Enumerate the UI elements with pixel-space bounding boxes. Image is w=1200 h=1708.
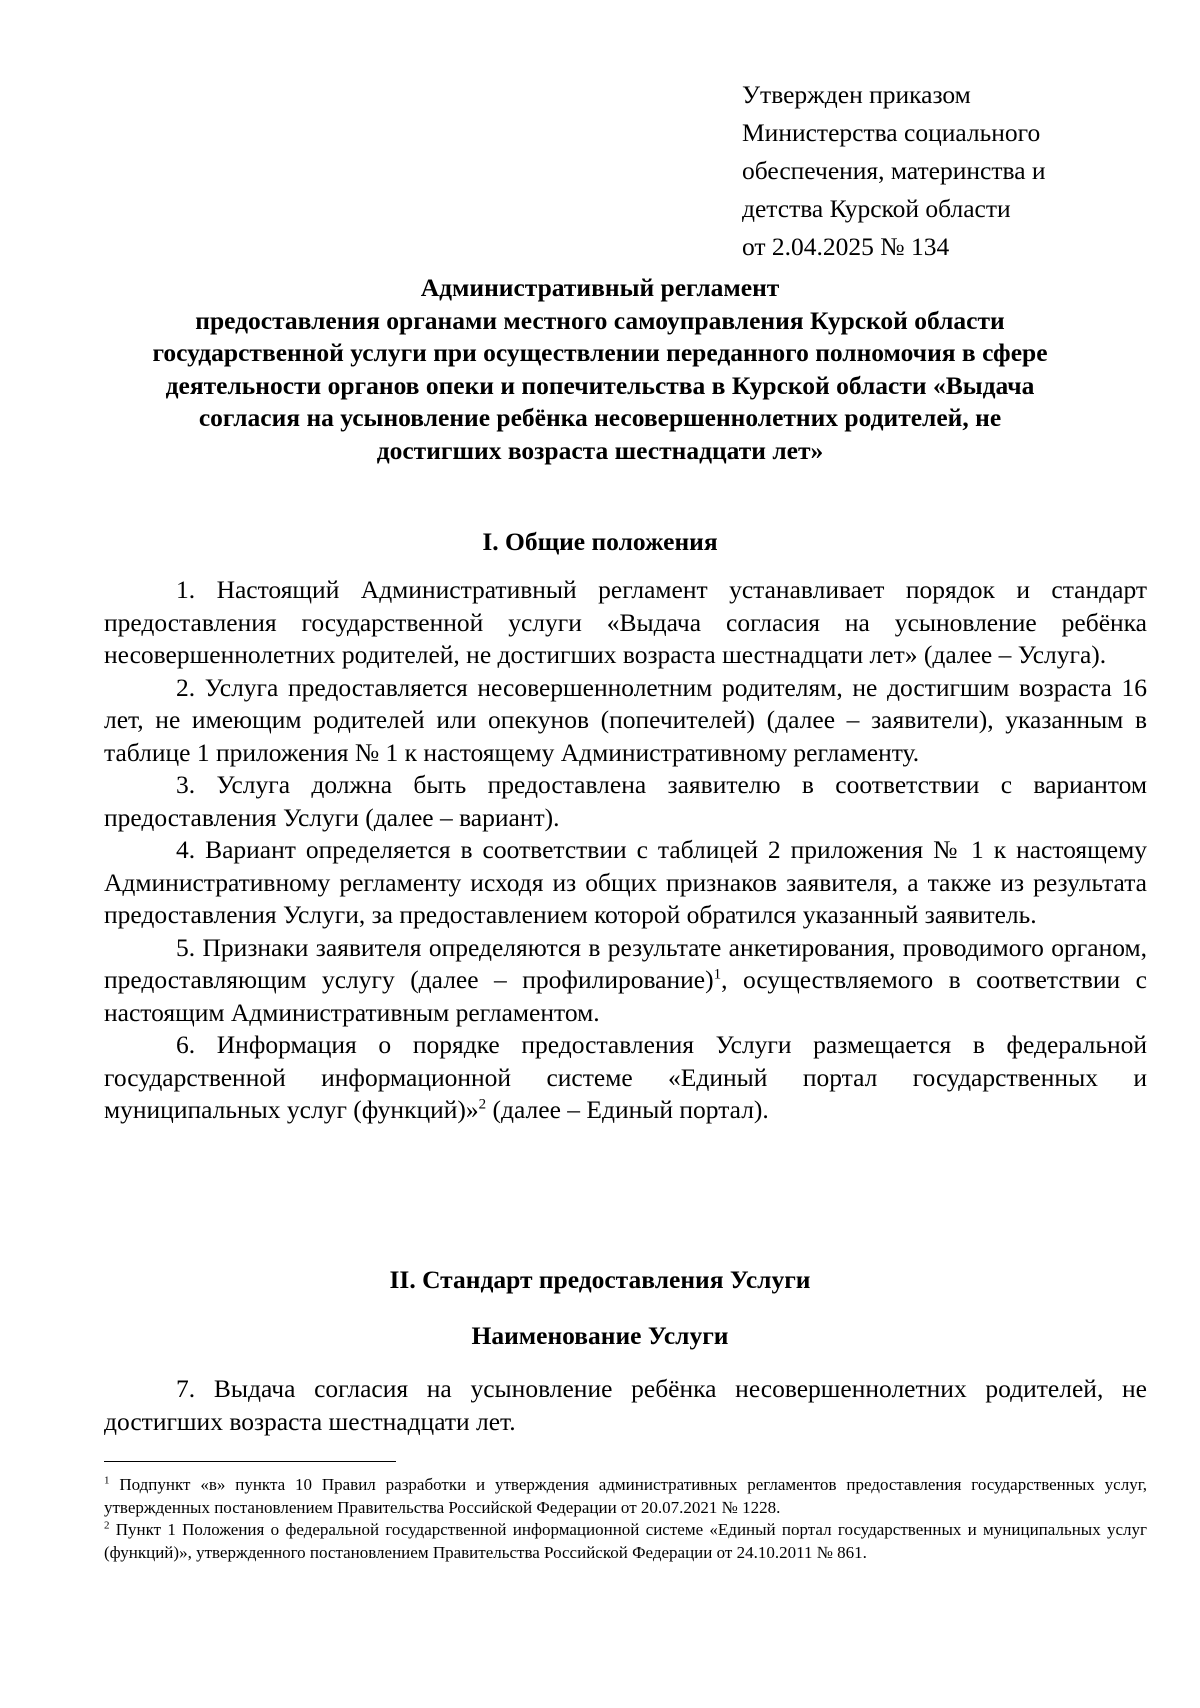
paragraph-7: 7. Выдача согласия на усыновление ребёнка несовершеннолетних родителей, не достигших возраста шестнадцати лет. <box>104 1374 1147 1436</box>
approval-line: от 2.04.2025 № 134 <box>742 232 950 261</box>
footnote-1-text: Подпункт «в» пункта 10 Правил разработки и утверждения административных регламентов предоставления государственных услуг, утвержденных постановлением Правительства Российской Федерации от 20.07.2021 № 1228. <box>104 1475 1147 1517</box>
paragraph-5 <box>104 932 1147 1030</box>
section-2-heading: II. Стандарт предоставления Услуги <box>389 1265 811 1294</box>
paragraph-3: 3. Услуга должна быть предоставлена заявителю в соответствии с вариантом предоставления Услуги (далее – вариант). <box>104 770 1147 832</box>
title-line: согласия на усыновление ребёнка несовершеннолетних родителей, не <box>198 403 1002 432</box>
approval-line: обеспечения, материнства и <box>742 156 1046 185</box>
section-2-subheading: Наименование Услуги <box>471 1321 729 1350</box>
title-line: государственной услуги при осуществлении переданного полномочия в сфере <box>152 338 1048 367</box>
footnote-2-mark: 2 <box>104 1519 110 1532</box>
title-line: деятельности органов опеки и попечительства в Курской области «Выдача <box>165 370 1035 400</box>
footnote-ref-2[interactable]: 2 <box>478 1096 487 1113</box>
paragraph-6-tail: (далее – Единый портал). <box>486 1095 769 1124</box>
section-1-heading: I. Общие положения <box>482 527 718 556</box>
paragraph-5-text: 5. Признаки заявителя определяются в результате анкетирования, проводимого органом, предоставляющим услугу (далее – профилирование) <box>104 932 1147 994</box>
document-title <box>100 272 1100 467</box>
footnote-ref-1[interactable]: 1 <box>713 966 722 983</box>
title-line: Административный регламент <box>420 273 780 302</box>
paragraph-6-text: 6. Информация о порядке предоставления Услуги размещается в федеральной государственной информационной системе «Единый портал государственных и муниципальных услуг (функций)» <box>104 1030 1147 1124</box>
paragraph-1: 1. Настоящий Административный регламент устанавливает порядок и стандарт предоставления государственной услуги «Выдача согласия на усыновление ребёнка несовершеннолетних родителей, не достигших возраста шестнадцати лет» (далее – Услуга). <box>104 575 1147 669</box>
footnote-2 <box>104 1519 1147 1564</box>
title-line: достигших возраста шестнадцати лет» <box>376 435 824 465</box>
section-1-body <box>104 574 1147 1127</box>
footnote-1 <box>104 1474 1147 1519</box>
footnote-1-mark: 1 <box>104 1474 110 1487</box>
paragraph-4: 4. Вариант определяется в соответствии с таблицей 2 приложения № 1 к настоящему Административному регламенту исходя из общих признаков заявителя, а также из результата предоставления Услуги, за предоставлением которой обратился указанный заявитель. <box>104 835 1147 929</box>
footnote-2-text: Пункт 1 Положения о федеральной государственной информационной системе «Единый портал государственных и муниципальных услуг (функций)», утвержденного постановлением Правительства Российской Федерации от 24.10.2011 № 861. <box>104 1520 1147 1562</box>
approval-line: Министерства социального <box>742 118 1041 147</box>
approval-stamp <box>742 76 1046 266</box>
footnotes <box>104 1474 1147 1564</box>
paragraph-5-tail: , осуществляемого в соответствии с настоящим Административным регламентом. <box>104 965 1147 1027</box>
approval-line: Утвержден приказом <box>742 80 971 109</box>
paragraph-6 <box>104 1029 1147 1127</box>
approval-line: детства Курской области <box>742 194 1011 223</box>
paragraph-2: 2. Услуга предоставляется несовершеннолетним родителям, не достигшим возраста 16 лет, не имеющим родителей или опекунов (попечителей) (далее – заявители), указанным в таблице 1 приложения № 1 к настоящему Административному регламенту. <box>104 672 1147 767</box>
title-line: предоставления органами местного самоуправления Курской области <box>195 305 1005 335</box>
footnote-divider <box>104 1461 396 1462</box>
section-2-body <box>104 1373 1147 1438</box>
